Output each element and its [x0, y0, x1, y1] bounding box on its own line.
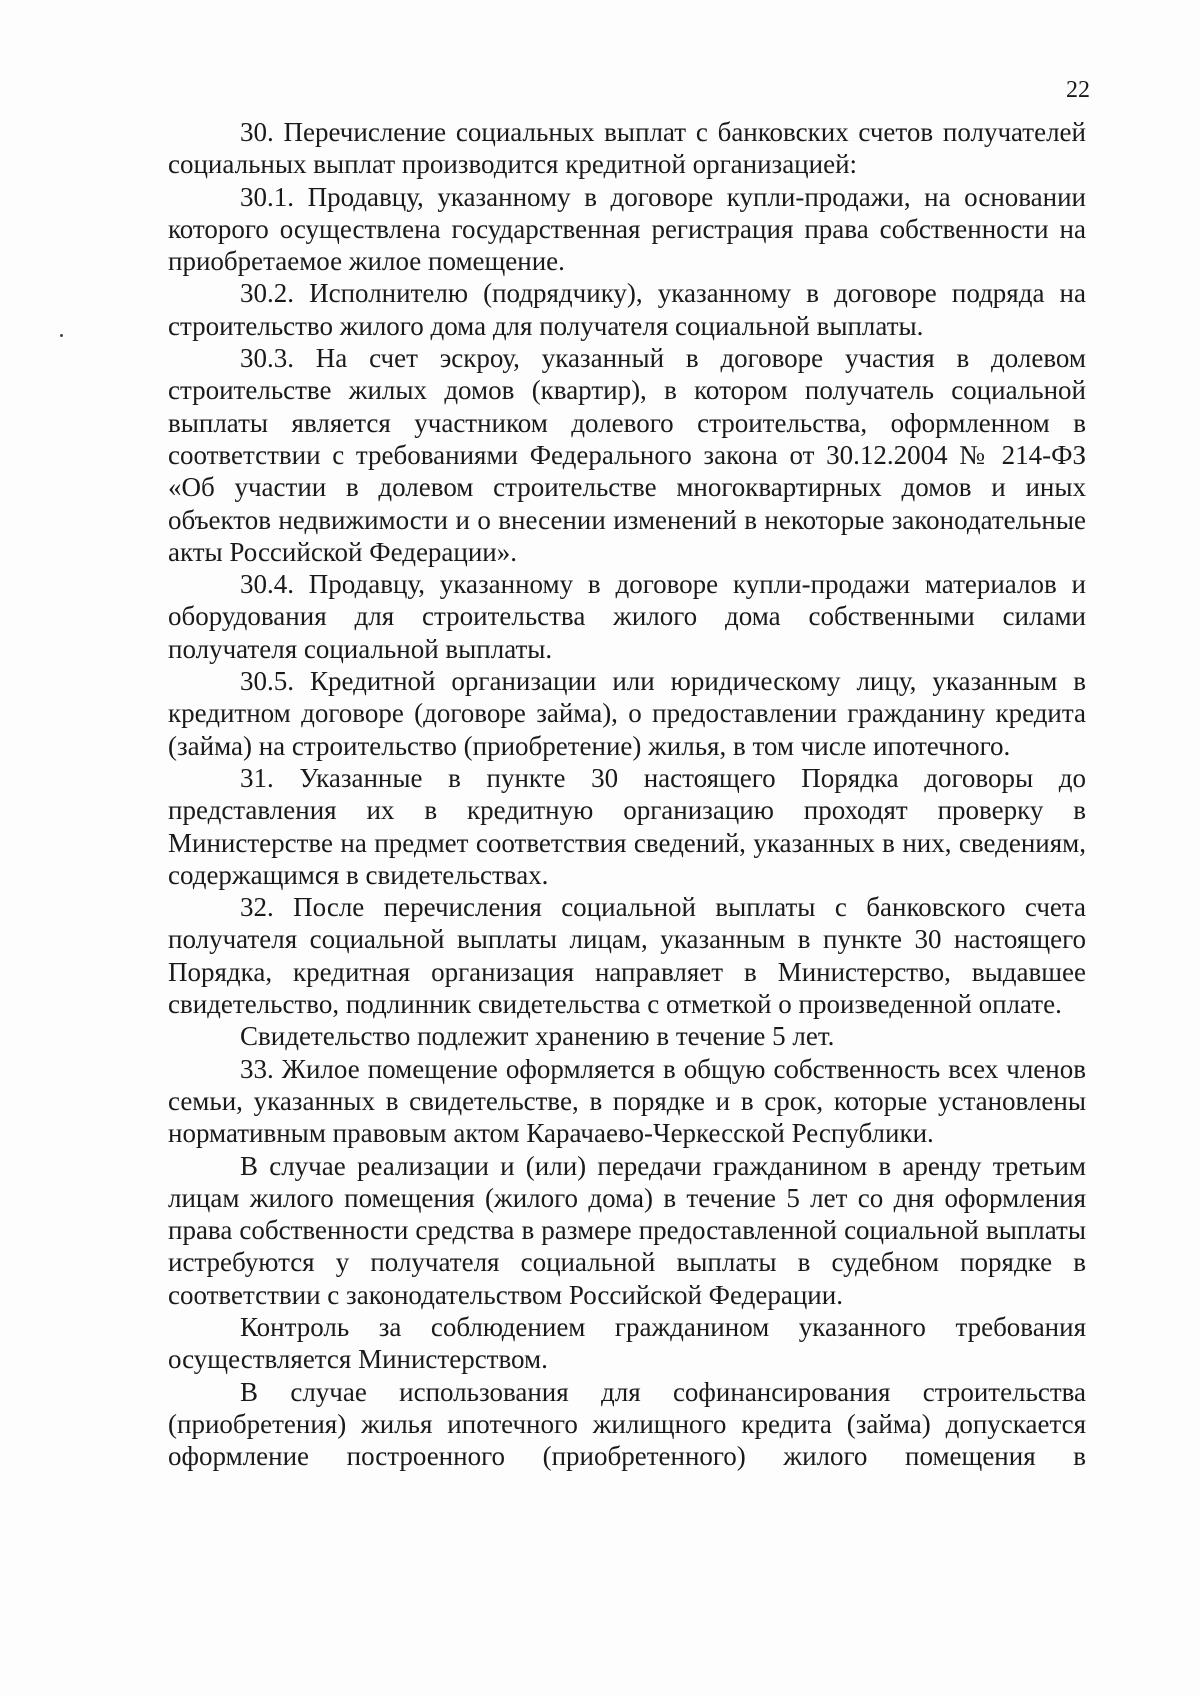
paragraph-30-1: 30.1. Продавцу, указанному в договоре купли-продажи, на основании которого осуществлена государственная регистрация права собственности на приобретаемое жилое помещение.	[168, 181, 1086, 277]
paragraph-30-4: 30.4. Продавцу, указанному в договоре купли-продажи материалов и оборудования для строительства жилого дома собственными силами получателя социальной выплаты.	[168, 569, 1086, 664]
scan-speck	[60, 334, 63, 337]
paragraph-sale-lease: В случае реализации и (или) передачи гражданином в аренду третьим лицам жилого помещения (жилого дома) в течение 5 лет со дня оформления права собственности средства в размере предоставленной социальной выплаты истребуются у получателя социальной выплаты в судебном порядке в соответствии с законодательством Российской Федерации.	[168, 1150, 1086, 1310]
paragraph-mortgage: В случае использования для софинансирования строительства (приобретения) жилья ипотечного жилищного кредита (займа) допускается оформление построенного (приобретенного) жилого помещения в	[168, 1376, 1086, 1472]
paragraph-30: 30. Перечисление социальных выплат с банковских счетов получателей социальных выплат производится кредитной организацией:	[168, 117, 1086, 180]
paragraph-30-5: 30.5. Кредитной организации или юридическому лицу, указанным в кредитном договоре (договоре займа), о предоставлении гражданину кредита (займа) на строительство (приобретение) жилья, в том числе ипотечного.	[168, 666, 1086, 761]
document-body	[168, 116, 1086, 1472]
page-number: 22	[1066, 77, 1090, 103]
paragraph-32: 32. После перечисления социальной выплаты с банковского счета получателя социальной выплаты лицам, указанным в пункте 30 настоящего Порядка, кредитная организация направляет в Министерство, выдавшее свидетельство, подлинник свидетельства с отметкой о произведенной оплате.	[168, 892, 1086, 1020]
paragraph-30-2: 30.2. Исполнителю (подрядчику), указанному в договоре подряда на строительство жилого дома для получателя социальной выплаты.	[168, 278, 1086, 341]
paragraph-control: Контроль за соблюдением гражданином указанного требования осуществляется Министерством.	[168, 1311, 1086, 1375]
paragraph-certificate-storage: Свидетельство подлежит хранению в течение 5 лет.	[240, 1021, 835, 1052]
paragraph-33: 33. Жилое помещение оформляется в общую собственность всех членов семьи, указанных в свидетельстве, в порядке и в срок, которые установлены нормативным правовым актом Карачаево-Черкесской Республики.	[168, 1053, 1086, 1149]
paragraph-31: 31. Указанные в пункте 30 настоящего Порядка договоры до представления их в кредитную организацию проходят проверку в Министерстве на предмет соответствия сведений, указанных в них, сведениям, содержащимся в свидетельствах.	[168, 762, 1086, 890]
paragraph-30-3: 30.3. На счет эскроу, указанный в договоре участия в долевом строительстве жилых домов (квартир), в котором получатель социальной выплаты является участником долевого строительства, оформленном в соответствии с требованиями Федерального закона от 30.12.2004 № 214-ФЗ «Об участии в долевом строительстве многоквартирных домов и иных объектов недвижимости и о внесении изменений в некоторые законодательные акты Российской Федерации».	[168, 343, 1086, 567]
